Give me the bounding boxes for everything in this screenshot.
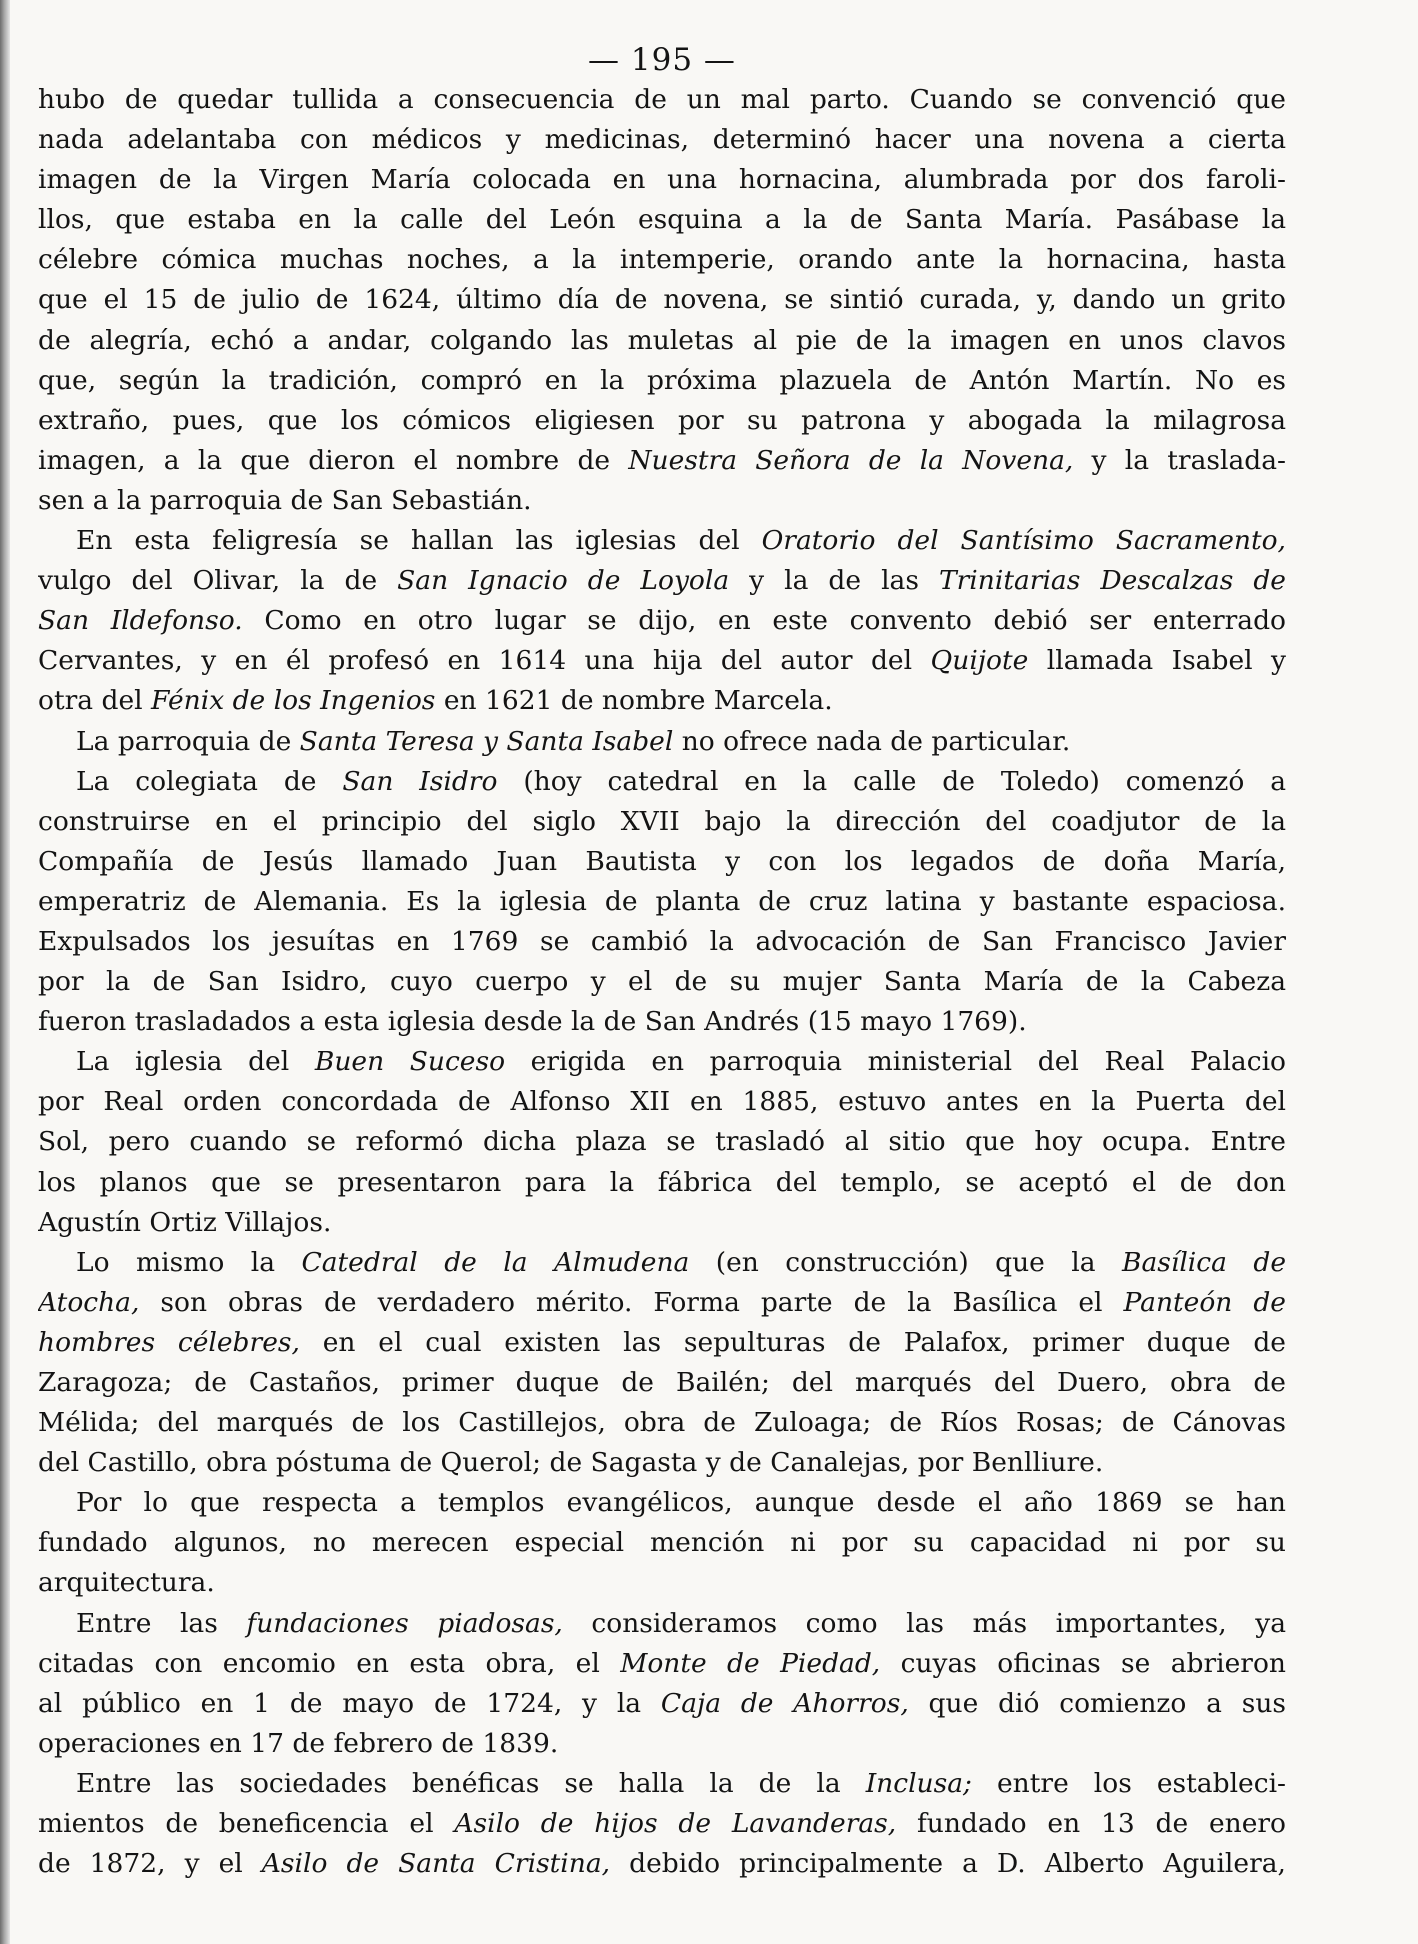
text-segment: La iglesia del [76,1046,315,1078]
text-segment: llos, que estaba en la calle del León esquina a la de Santa María. Pasábase la [38,204,1286,236]
text-segment: y la traslada- [1073,444,1286,476]
text-line [38,1604,1286,1644]
text-segment: por Real orden concordada de Alfonso XII en 1885, estuvo antes en la Puerta del [38,1086,1286,1118]
text-segment: emperatriz de Alemania. Es la iglesia de planta de cruz latina y bastante espaciosa. [38,885,1286,917]
text-segment: Lo mismo la [76,1246,302,1278]
text-segment: de alegría, echó a andar, colgando las muletas al pie de la imagen en unos clavos [38,324,1286,356]
text-segment: (hoy catedral en la calle de Toledo) comenzó a [497,765,1286,797]
text-segment: al público en 1 de mayo de 1724, y la [38,1687,661,1719]
text-line [38,1483,1286,1523]
text-line [38,882,1286,922]
text-segment: en 1621 de nombre Marcela. [435,685,833,717]
text-segment: Como en otro lugar se dijo, en este convento debió ser enterrado [242,605,1286,637]
text-segment: Zaragoza; de Castaños, primer duque de Bailén; del marqués del Duero, obra de [38,1367,1286,1398]
text-segment: sen a la parroquia de San Sebastián. [38,484,532,516]
text-line [38,280,1286,320]
text-line [38,1523,1286,1563]
text-line [38,1764,1286,1804]
text-segment: La parroquia de [76,725,300,757]
text-line [38,1804,1286,1844]
text-line [38,1644,1286,1684]
text-segment: erigida en parroquia ministerial del Real Palacio [505,1046,1286,1078]
text-segment: imagen de la Virgen María colocada en una hornacina, alumbrada por dos faroli- [38,164,1286,196]
italic-title: Monte de Piedad, [620,1647,881,1679]
text-segment: Mélida; del marqués de los Castillejos, obra de Zuloaga; de Ríos Rosas; de Cánovas [38,1407,1286,1439]
italic-title: Santa Teresa y Santa Isabel [299,725,674,757]
text-segment: son obras de verdadero mérito. Forma parte de la Basílica el [139,1286,1124,1318]
text-segment: Entre las [76,1607,247,1639]
text-segment: operaciones en 17 de febrero de 1839. [38,1727,559,1759]
text-line [38,1082,1286,1122]
text-segment: que, según la tradición, compró en la próxima plazuela de Antón Martín. No es [38,364,1286,396]
text-segment: citadas con encomio en esta obra, el [38,1647,621,1679]
text-segment: fundado algunos, no merecen especial mención ni por su capacidad ni por su [38,1527,1286,1559]
text-segment: hubo de quedar tullida a consecuencia de un mal parto. Cuando se convenció que [38,84,1286,115]
text-segment: cuyas oficinas se abrieron [880,1647,1286,1679]
text-line [38,321,1286,361]
text-line [38,1323,1286,1363]
text-segment: en el cual existen las sepulturas de Palafox, primer duque de [299,1326,1286,1358]
text-segment: imagen, a la que dieron el nombre de [38,444,629,476]
text-segment: por la de San Isidro, cuyo cuerpo y el de su mujer Santa María de la Cabeza [38,966,1286,998]
text-segment: de 1872, y el [38,1848,262,1880]
text-line [38,1684,1286,1724]
text-line [38,1243,1286,1283]
italic-title: Quijote [930,645,1029,677]
text-line [38,1002,1286,1042]
italic-title: Inclusa; [865,1767,972,1799]
text-segment: los planos que se presentaron para la fábrica del templo, se aceptó el de don [38,1166,1286,1198]
text-line [38,681,1286,721]
text-line [38,240,1286,280]
italic-title: Asilo de Santa Cristina, [261,1848,611,1880]
book-page [38,40,1286,1920]
text-segment: consideramos como las más importantes, ya [562,1607,1286,1639]
text-segment: vulgo del Olivar, la de [38,565,398,597]
text-line [38,1042,1286,1082]
text-segment: nada adelantaba con médicos y medicinas, determinó hacer una novena a cierta [38,124,1286,156]
text-segment: que el 15 de julio de 1624, último día de novena, se sintió curada, y, dando un grito [38,284,1286,316]
text-line [38,441,1286,481]
text-line [38,481,1286,521]
text-line [38,1203,1286,1243]
text-segment: arquitectura. [38,1567,215,1599]
italic-title: hombres célebres, [38,1326,300,1358]
text-segment: Cervantes, y en él profesó en 1614 una hija del autor del [38,645,931,677]
italic-title: San Ildefonso. [38,605,243,637]
italic-title: Asilo de hijos de Lavanderas, [454,1808,897,1840]
italic-title: Oratorio del Santísimo Sacramento, [761,525,1286,557]
text-segment: mientos de beneficencia el [38,1808,455,1840]
scan-edge-shadow [0,0,10,1944]
text-line [38,641,1286,681]
body-text [38,80,1286,1884]
text-segment: llamada Isabel y [1028,645,1286,677]
italic-title: Fénix de los Ingenios [151,685,436,717]
text-line [38,762,1286,802]
text-line [38,120,1286,160]
italic-title: Catedral de la Almudena [301,1246,690,1278]
text-segment: otra del [38,685,152,717]
text-segment: Agustín Ortiz Villajos. [38,1206,332,1238]
italic-title: Nuestra Señora de la Novena, [628,444,1074,476]
text-segment: del Castillo, obra póstuma de Querol; de Sagasta y de Canalejas, por Benlliure. [38,1447,1104,1479]
text-segment: célebre cómica muchas noches, a la intemperie, orando ante la hornacina, hasta [38,244,1286,276]
text-segment: y la de las [729,565,939,597]
text-segment: que dió comienzo a sus [908,1687,1286,1719]
text-segment: (en construcción) que la [689,1246,1122,1278]
text-line [38,1363,1286,1403]
text-line [38,722,1286,762]
italic-title: Buen Suceso [314,1046,506,1078]
text-line [38,1283,1286,1323]
text-line [38,601,1286,641]
text-line [38,1844,1286,1884]
text-segment: fueron trasladados a esta iglesia desde la de San Andrés (15 mayo 1769). [38,1006,1027,1038]
text-line [38,842,1286,882]
italic-title: San Isidro [342,765,498,797]
text-line [38,922,1286,962]
text-line [38,200,1286,240]
text-line [38,1163,1286,1203]
text-line [38,160,1286,200]
page-number: — 195 — [588,42,736,78]
text-segment: extraño, pues, que los cómicos eligiesen por su patrona y abogada la milagrosa [38,404,1286,436]
italic-title: Caja de Ahorros, [660,1687,909,1719]
text-line [38,361,1286,401]
text-line [38,521,1286,561]
text-line [38,1443,1286,1483]
text-line [38,1724,1286,1764]
text-segment: fundado en 13 de enero [896,1808,1286,1840]
text-line [38,80,1286,120]
text-line [38,1403,1286,1443]
italic-title: San Ignacio de Loyola [397,565,730,597]
text-segment: Sol, pero cuando se reformó dicha plaza se trasladó al sitio que hoy ocupa. Entre [38,1126,1286,1158]
italic-title: Trinitarias Descalzas de [938,565,1286,597]
text-segment: debido principalmente a D. Alberto Aguilera, [610,1848,1286,1880]
text-line [38,1122,1286,1162]
italic-title: Atocha, [38,1286,140,1318]
text-segment: La colegiata de [76,765,343,797]
text-segment: Compañía de Jesús llamado Juan Bautista y con los legados de doña María, [38,845,1286,877]
text-line [38,802,1286,842]
text-segment: entre los estableci- [971,1767,1286,1799]
italic-title: Panteón de [1123,1286,1286,1318]
text-segment: Expulsados los jesuítas en 1769 se cambió la advocación de San Francisco Javier [38,925,1286,957]
text-line [38,1563,1286,1603]
text-segment: Por lo que respecta a templos evangélicos, aunque desde el año 1869 se han [76,1487,1286,1519]
text-line [38,962,1286,1002]
italic-title: Basílica de [1121,1246,1286,1278]
text-segment: construirse en el principio del siglo XVII bajo la dirección del coadjutor de la [38,805,1286,837]
text-line [38,561,1286,601]
italic-title: fundaciones piadosas, [246,1607,563,1639]
text-line [38,401,1286,441]
text-segment: no ofrece nada de particular. [673,725,1071,757]
text-segment: Entre las sociedades benéficas se halla la de la [76,1767,866,1799]
text-segment: En esta feligresía se hallan las iglesias del [76,525,762,557]
